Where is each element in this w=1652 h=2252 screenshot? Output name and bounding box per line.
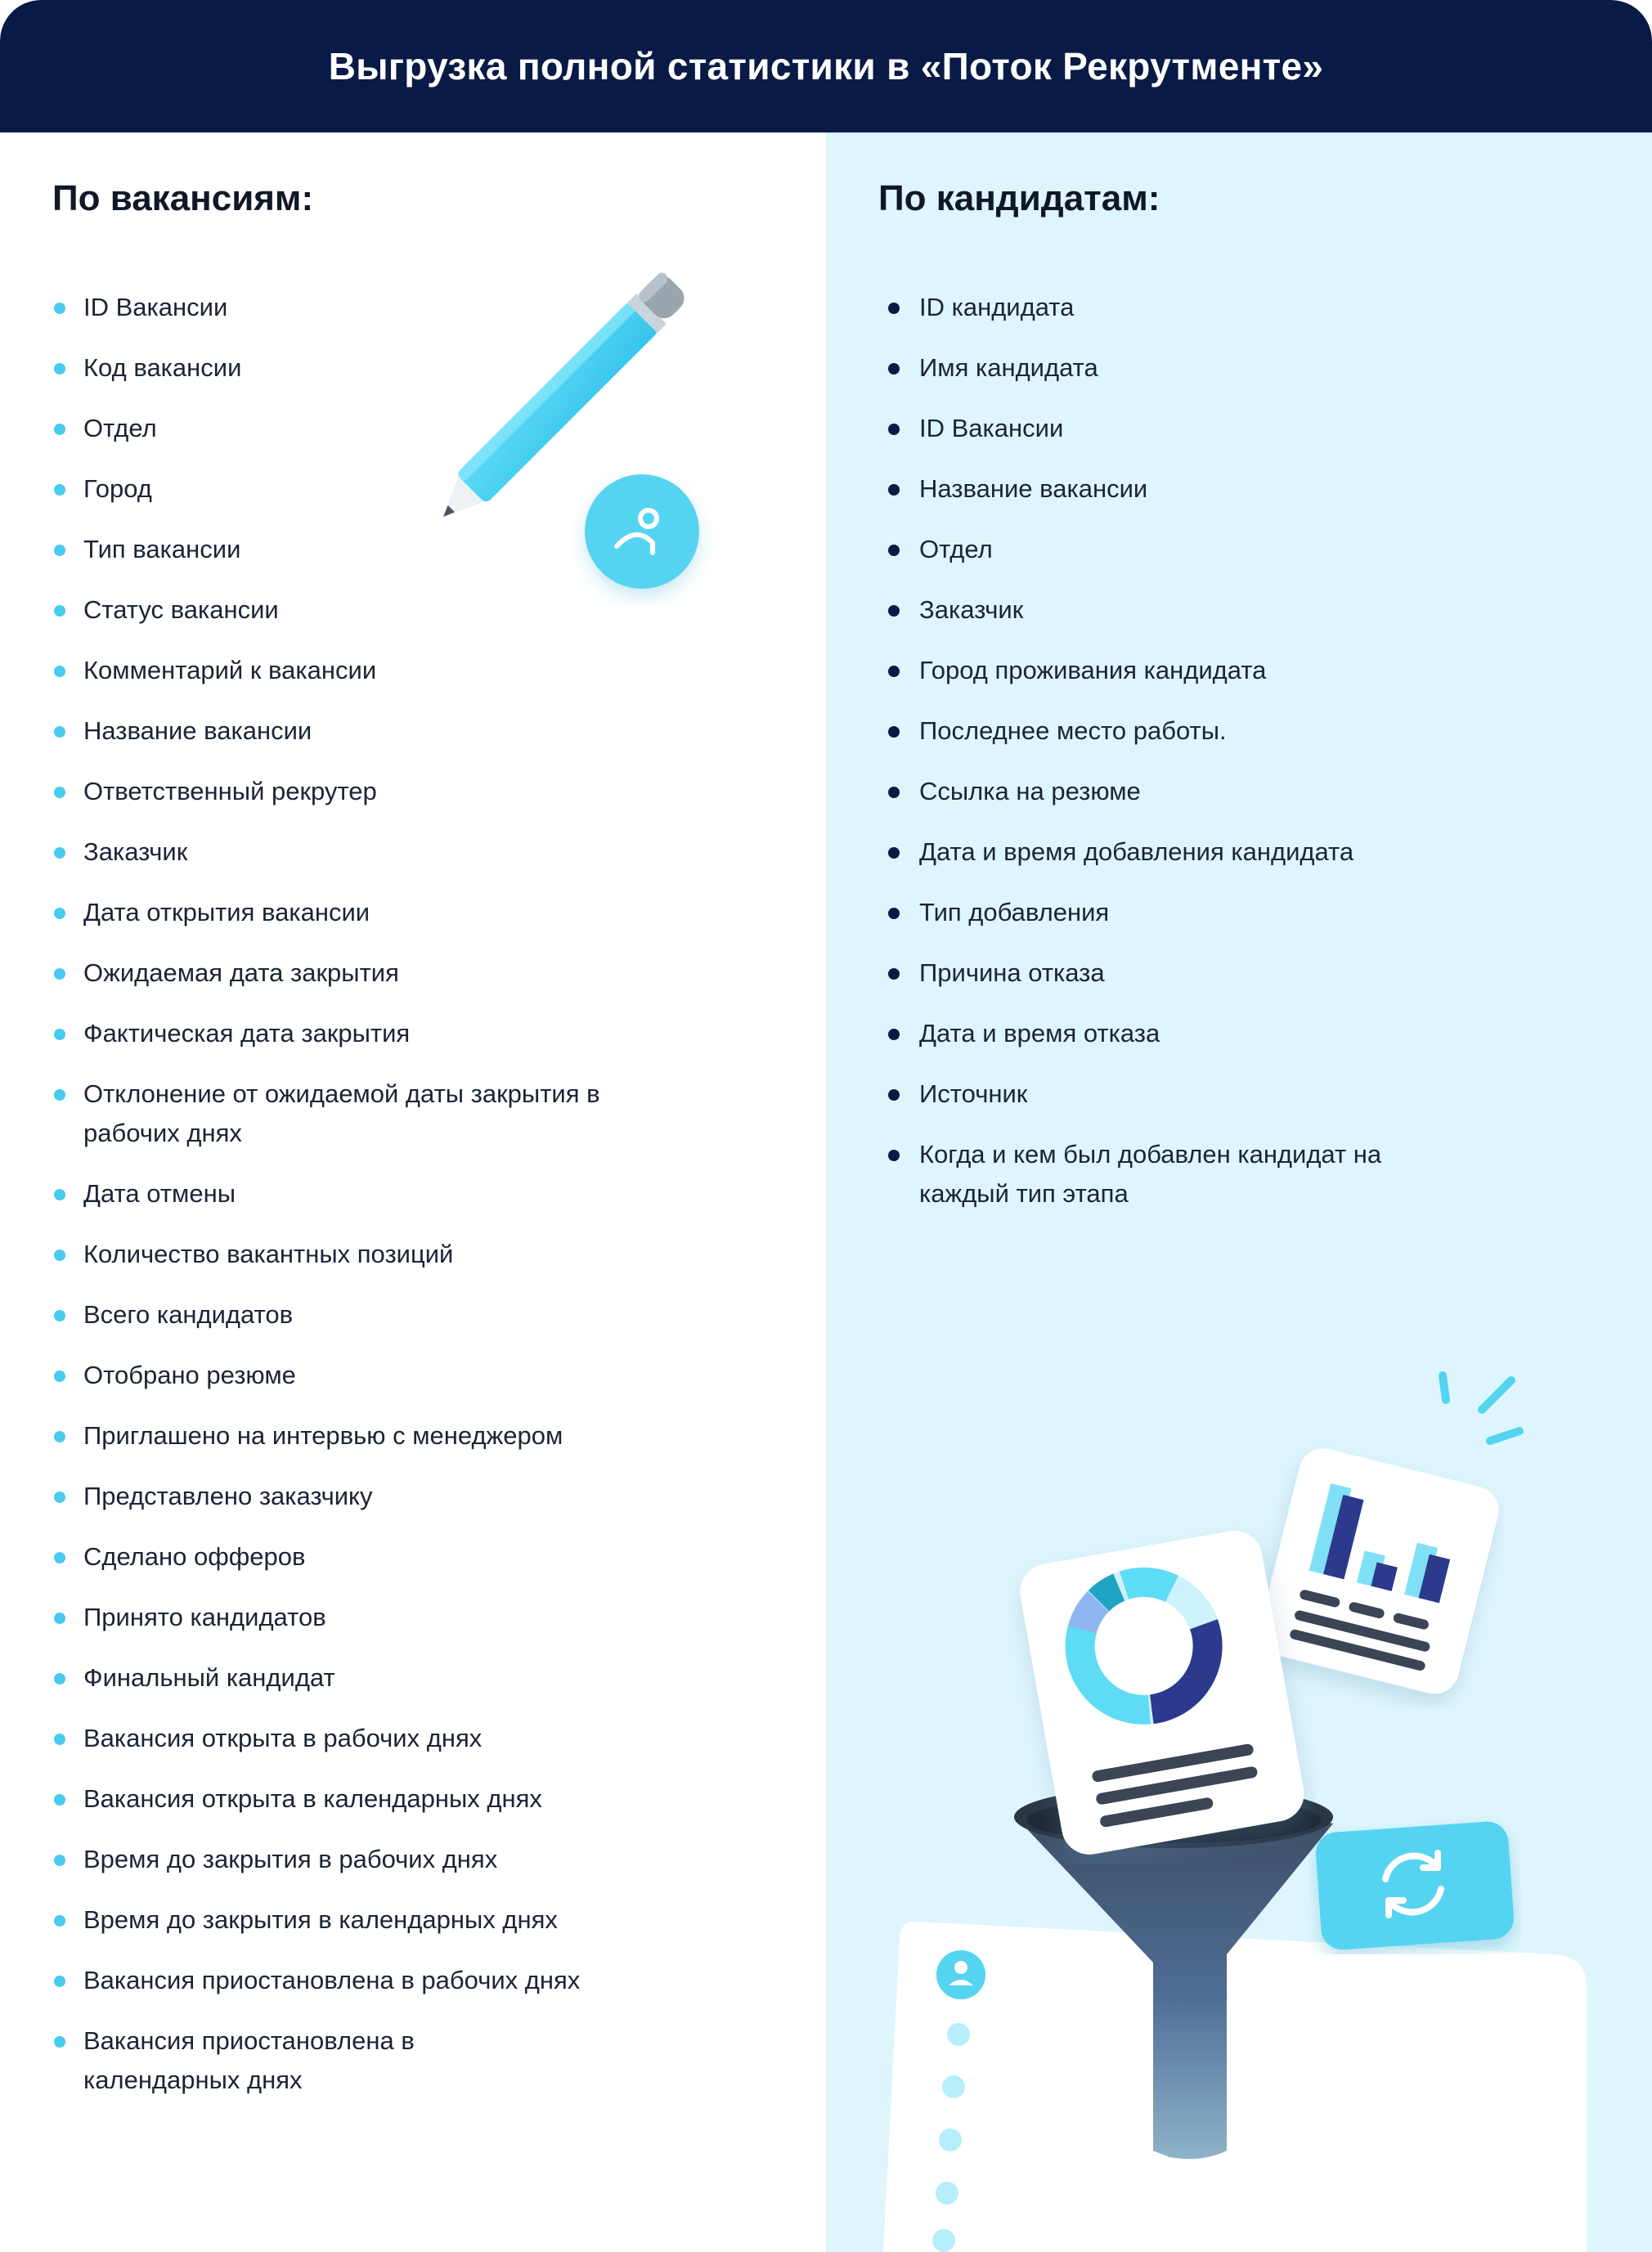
vacancy-field-item: Фактическая дата закрытия — [52, 1014, 674, 1053]
candidate-field-item: Тип добавления — [888, 893, 1510, 932]
vacancy-field-item: Количество вакантных позиций — [52, 1235, 674, 1274]
vacancy-field-item: Отклонение от ожидаемой даты закрытия в рабочих днях — [52, 1074, 674, 1153]
vacancy-field-item: Всего кандидатов — [52, 1295, 674, 1335]
vacancy-field-item: Финальный кандидат — [52, 1658, 674, 1698]
refresh-icon — [1309, 1815, 1521, 1954]
vacancy-field-item: Представлено заказчику — [52, 1477, 674, 1516]
candidate-field-item: Дата и время добавления кандидата — [888, 832, 1510, 872]
candidate-field-item: Когда и кем был добавлен кандидат на каждый тип этапа — [888, 1135, 1410, 1213]
candidates-title: По кандидатам: — [878, 178, 1160, 218]
vacancy-field-item: Комментарий к вакансии — [52, 651, 674, 690]
vacancy-field-item: Тип вакансии — [52, 530, 674, 569]
vacancy-field-item: Город — [52, 469, 674, 509]
header-bar — [0, 0, 1652, 132]
vacancy-field-item: Вакансия приостановлена в рабочих днях — [52, 1961, 674, 2000]
candidate-field-item: ID Вакансии — [888, 409, 1510, 448]
candidate-field-item: Имя кандидата — [888, 348, 1510, 388]
candidate-field-item: Дата и время отказа — [888, 1014, 1510, 1053]
vacancy-field-item: ID Вакансии — [52, 288, 674, 327]
candidate-field-item: Город проживания кандидата — [888, 651, 1510, 690]
vacancy-field-item: Дата открытия вакансии — [52, 893, 674, 932]
pie-chart-document-icon — [1006, 1513, 1317, 1864]
vacancy-field-item: Вакансия открыта в рабочих днях — [52, 1719, 674, 1758]
vacancy-field-item: Отдел — [52, 409, 674, 448]
vacancy-field-item: Приглашено на интервью с менеджером — [52, 1416, 674, 1456]
vacancy-field-item: Дата отмены — [52, 1174, 674, 1213]
vacancy-field-item: Время до закрытия в календарных днях — [52, 1900, 674, 1940]
candidate-field-item: ID кандидата — [888, 288, 1510, 327]
candidate-field-item: Название вакансии — [888, 469, 1510, 509]
candidate-field-item: Ссылка на резюме — [888, 772, 1510, 811]
candidate-field-item: Отдел — [888, 530, 1510, 569]
vacancy-field-item: Вакансия открыта в календарных днях — [52, 1779, 674, 1819]
vacancy-field-item: Код вакансии — [52, 348, 674, 388]
candidate-field-item: Последнее место работы. — [888, 711, 1510, 751]
candidates-list — [888, 288, 1510, 1235]
vacancy-field-item: Заказчик — [52, 832, 674, 872]
vacancy-field-item: Сделано офферов — [52, 1537, 674, 1577]
vacancy-field-item: Отобрано резюме — [52, 1356, 674, 1395]
candidate-field-item: Причина отказа — [888, 953, 1510, 993]
candidate-field-item: Источник — [888, 1074, 1510, 1114]
vacancy-field-item: Ожидаемая дата закрытия — [52, 953, 674, 993]
vacancy-field-item: Принято кандидатов — [52, 1598, 674, 1637]
page-title: Выгрузка полной статистики в «Поток Рекрутменте» — [328, 45, 1324, 87]
vacancy-field-item: Ответственный рекрутер — [52, 772, 674, 811]
vacancies-title: По вакансиям: — [52, 178, 314, 218]
candidate-field-item: Заказчик — [888, 590, 1510, 630]
vacancy-field-item: Название вакансии — [52, 711, 674, 751]
user-icon — [572, 466, 712, 605]
vacancy-field-item: Статус вакансии — [52, 590, 674, 630]
vacancy-field-item: Время до закрытия в рабочих днях — [52, 1840, 674, 1879]
vacancy-field-item: Вакансия приостановлена в календарных днях — [52, 2021, 468, 2100]
